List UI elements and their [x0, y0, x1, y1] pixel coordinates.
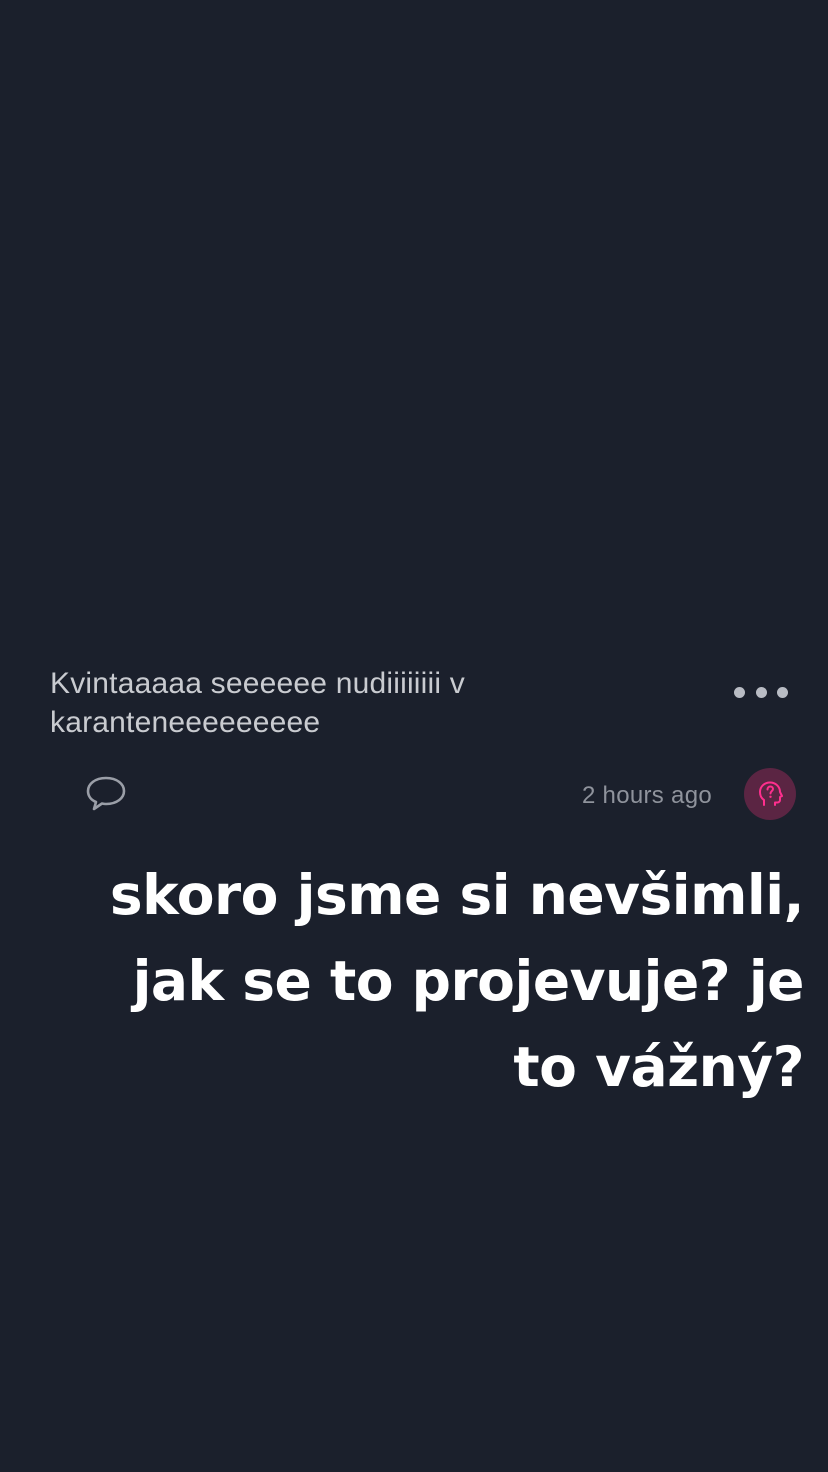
story-caption: skoro jsme si nevšimli, jak se to projevuje? je to vážný?	[109, 863, 804, 1099]
post-timestamp: 2 hours ago	[581, 782, 712, 809]
more-dot-icon	[756, 687, 767, 698]
post-card[interactable]	[0, 660, 828, 830]
more-dot-icon	[734, 687, 745, 698]
avatar[interactable]	[744, 768, 796, 820]
head-question-icon	[755, 779, 785, 809]
post-text: Kvintaaaaa seeeeee nudiiiiiiii v karanteneeeeeeeee	[50, 667, 466, 739]
comment-bubble-icon	[84, 772, 128, 812]
more-options-button[interactable]	[734, 678, 788, 706]
comment-button[interactable]	[84, 772, 128, 812]
more-dot-icon	[777, 687, 788, 698]
